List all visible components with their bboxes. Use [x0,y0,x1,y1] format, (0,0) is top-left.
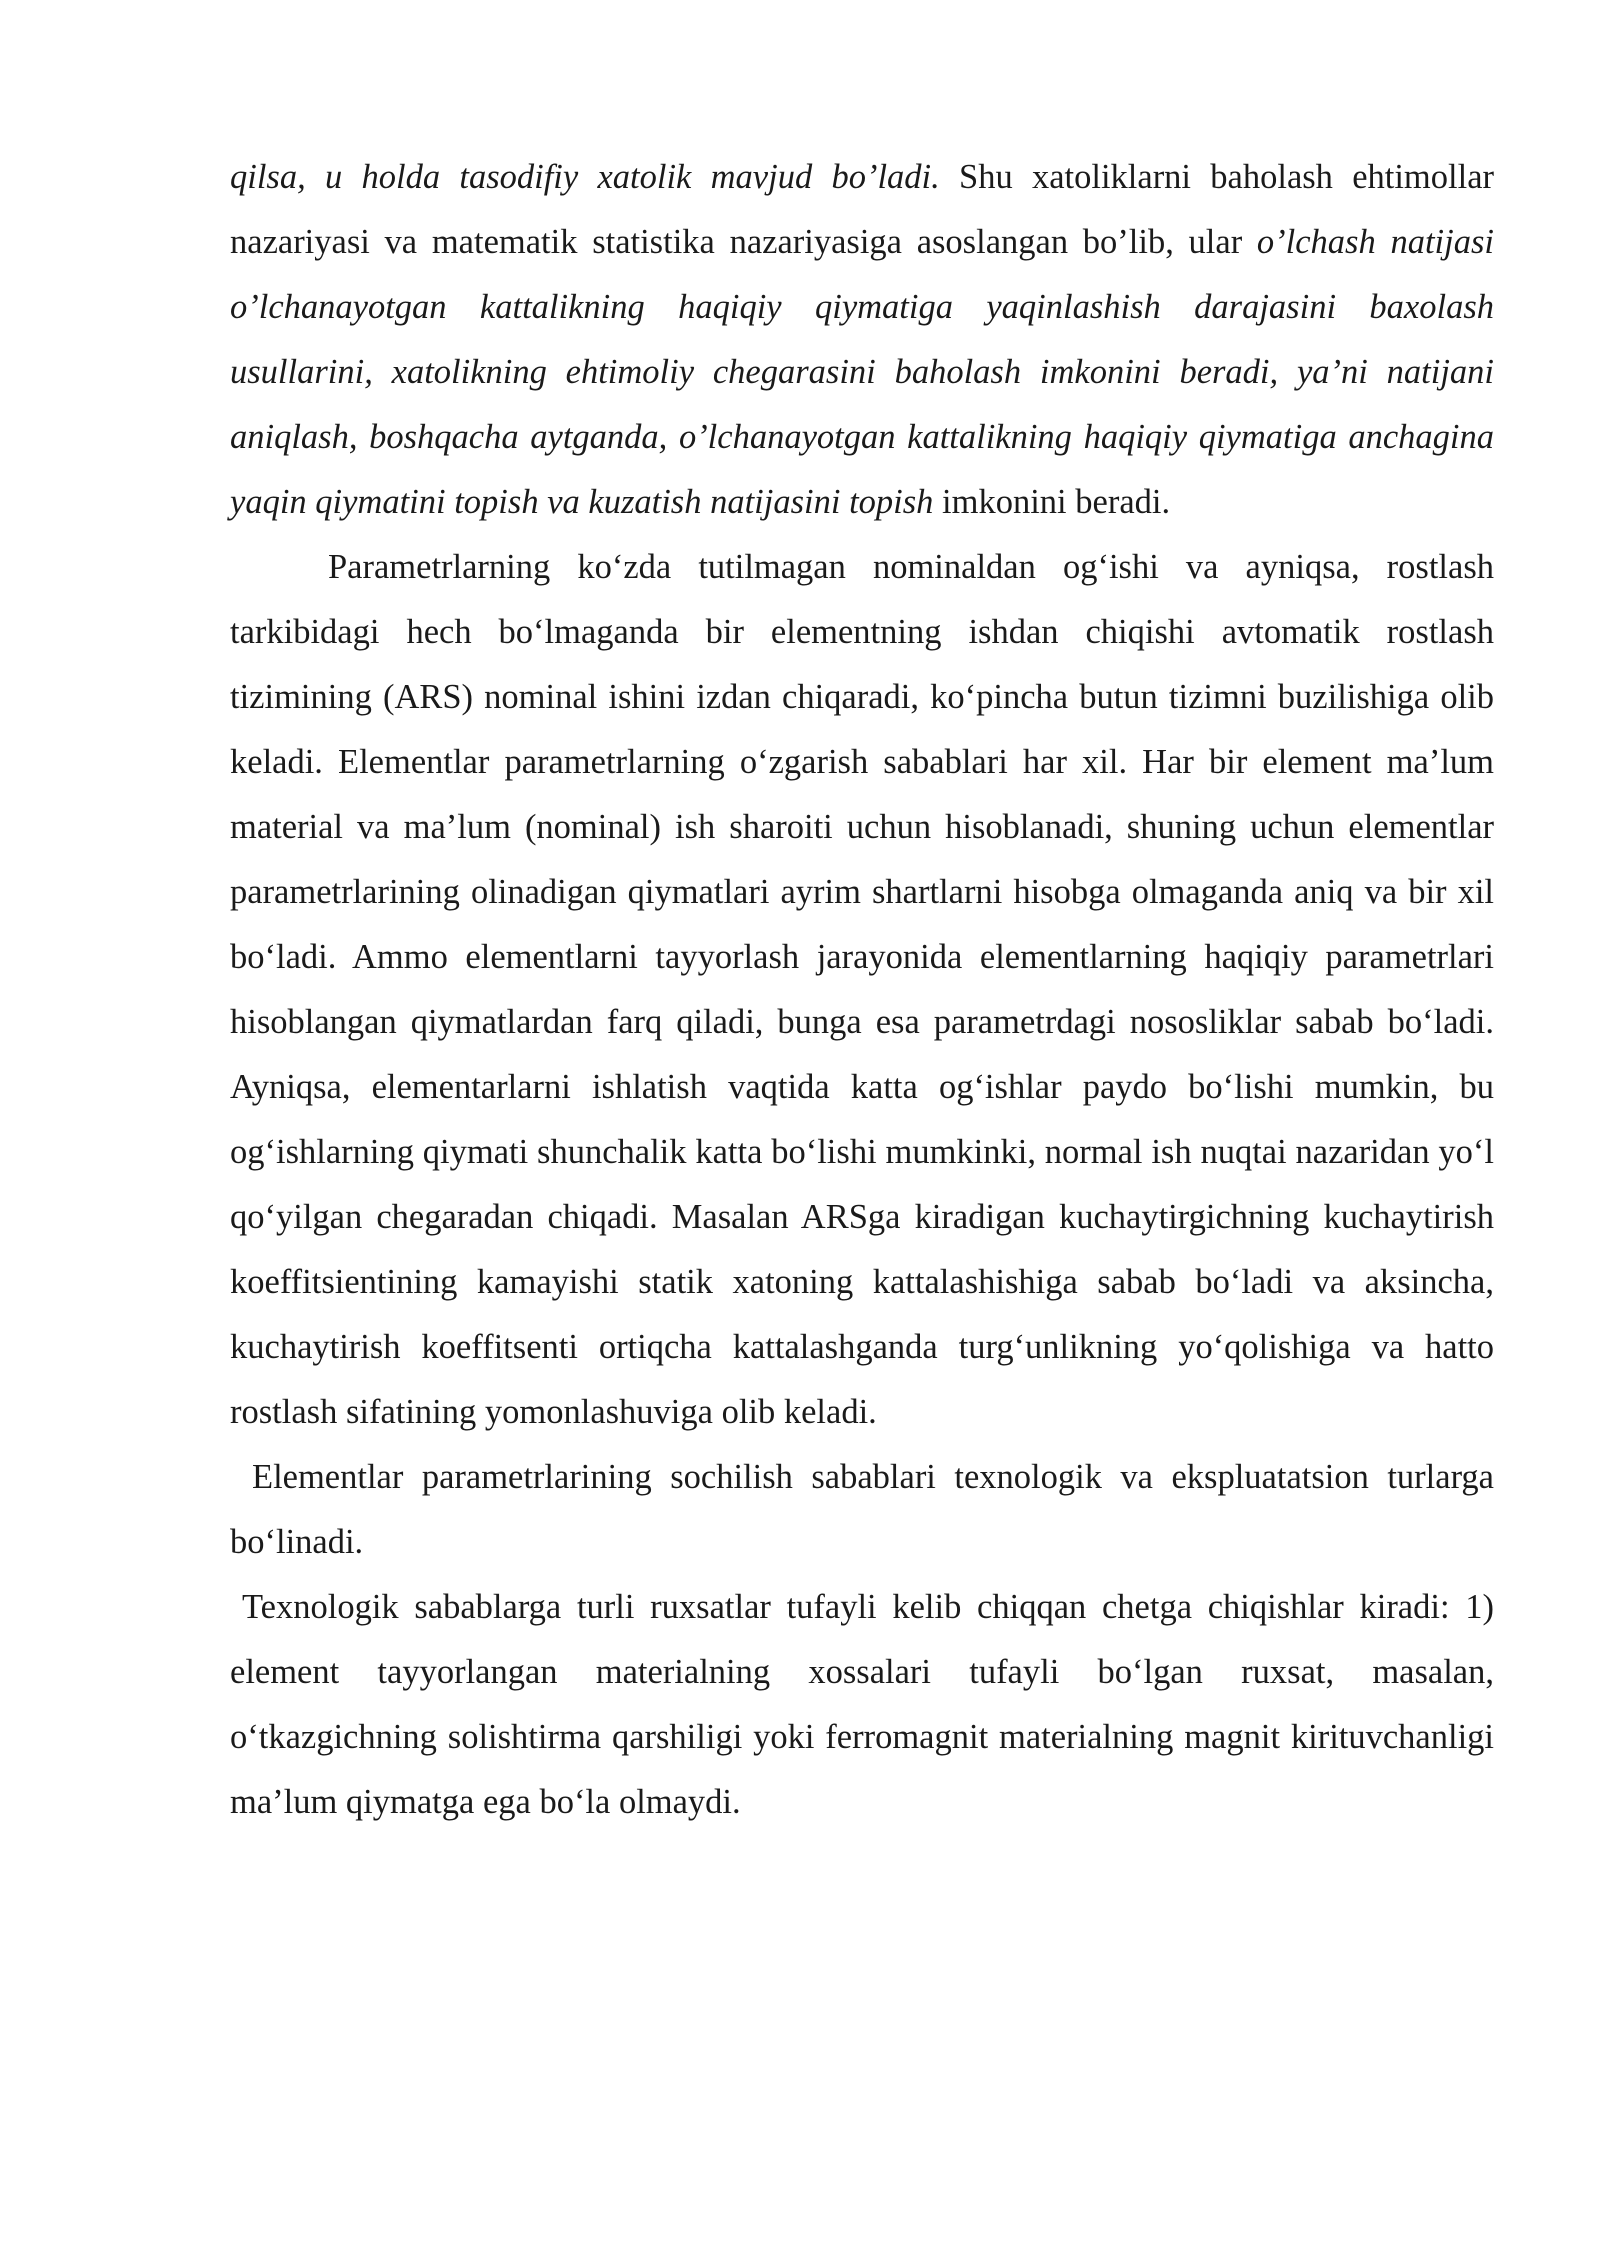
paragraph-4: Texnologik sabablarga turli ruxsatlar tufayli kelib chiqqan chetga chiqishlar kiradi: 1) element tayyorlangan materialning xossalari tufayli bo‘lgan ruxsat, masalan, o‘tkazgichning solishtirma qarshiligi yoki ferromagnit materialning magnit kirituvchanligi ma’lum qiymatga ega bo‘la olmaydi. [230,1588,1494,1821]
document-page [230,145,1494,1835]
paragraph-1-italic-middle: o’lchash natijasi o’lchanayotgan kattalikning haqiqiy qiymatiga yaqinlashish darajasini baxolash usullarini, xatolikning ehtimoliy chegarasini baholash imkonini beradi, ya’ni natijani aniqlash, boshqacha aytganda, o’lchanayotgan kattalikning haqiqiy qiymatiga anchagina yaqin qiymatini topish va kuzatish natijasini topish [230,223,1494,521]
paragraph-2: Parametrlarning ko‘zda tutilmagan nominaldan og‘ishi va ayniqsa, rostlash tarkibidagi hech bo‘lmaganda bir elementning ishdan chiqishi avtomatik rostlash tizimining (ARS) nominal ishini izdan chiqaradi, ko‘pincha butun tizimni buzilishiga olib keladi. Elementlar parametrlarning o‘zgarish sabablari har xil. Har bir element ma’lum material va ma’lum (nominal) ish sharoiti uchun hisoblanadi, shuning uchun elementlar parametrlarining olinadigan qiymatlari ayrim shartlarni hisobga olmaganda aniq va bir xil bo‘ladi. Ammo elementlarni tayyorlash jarayonida elementlarning haqiqiy parametrlari hisoblangan qiymatlardan farq qiladi, bunga esa parametrdagi nososliklar sabab bo‘ladi. Ayniqsa, elementarlarni ishlatish vaqtida katta og‘ishlar paydo bo‘lishi mumkin, bu og‘ishlarning qiymati shunchalik katta bo‘lishi mumkinki, normal ish nuqtai nazaridan yo‘l qo‘yilgan chegaradan chiqadi. Masalan ARSga kiradigan kuchaytirgichning kuchaytirish koeffitsientining kamayishi statik xatoning kattalashishiga sabab bo‘ladi va aksincha, kuchaytirish koeffitsenti ortiqcha kattalashganda turg‘unlikning yo‘qolishiga va hatto rostlash sifatining yomonlashuviga olib keladi. [230,548,1494,1431]
paragraph-1-italic-start: qilsa, u holda tasodifiy xatolik mavjud bo’ladi. [230,158,940,196]
paragraph-3: Elementlar parametrlarining sochilish sabablari texnologik va ekspluatatsion turlarga bo‘linadi. [230,1458,1494,1561]
paragraph-1-text-end: imkonini beradi. [933,483,1171,521]
paragraph-1 [230,145,1494,535]
paragraph-1-text: Shu xatoliklarni baholash ehtimollar nazariyasi va matematik statistika nazariyasiga asoslangan bo’lib, ular [230,158,1494,261]
